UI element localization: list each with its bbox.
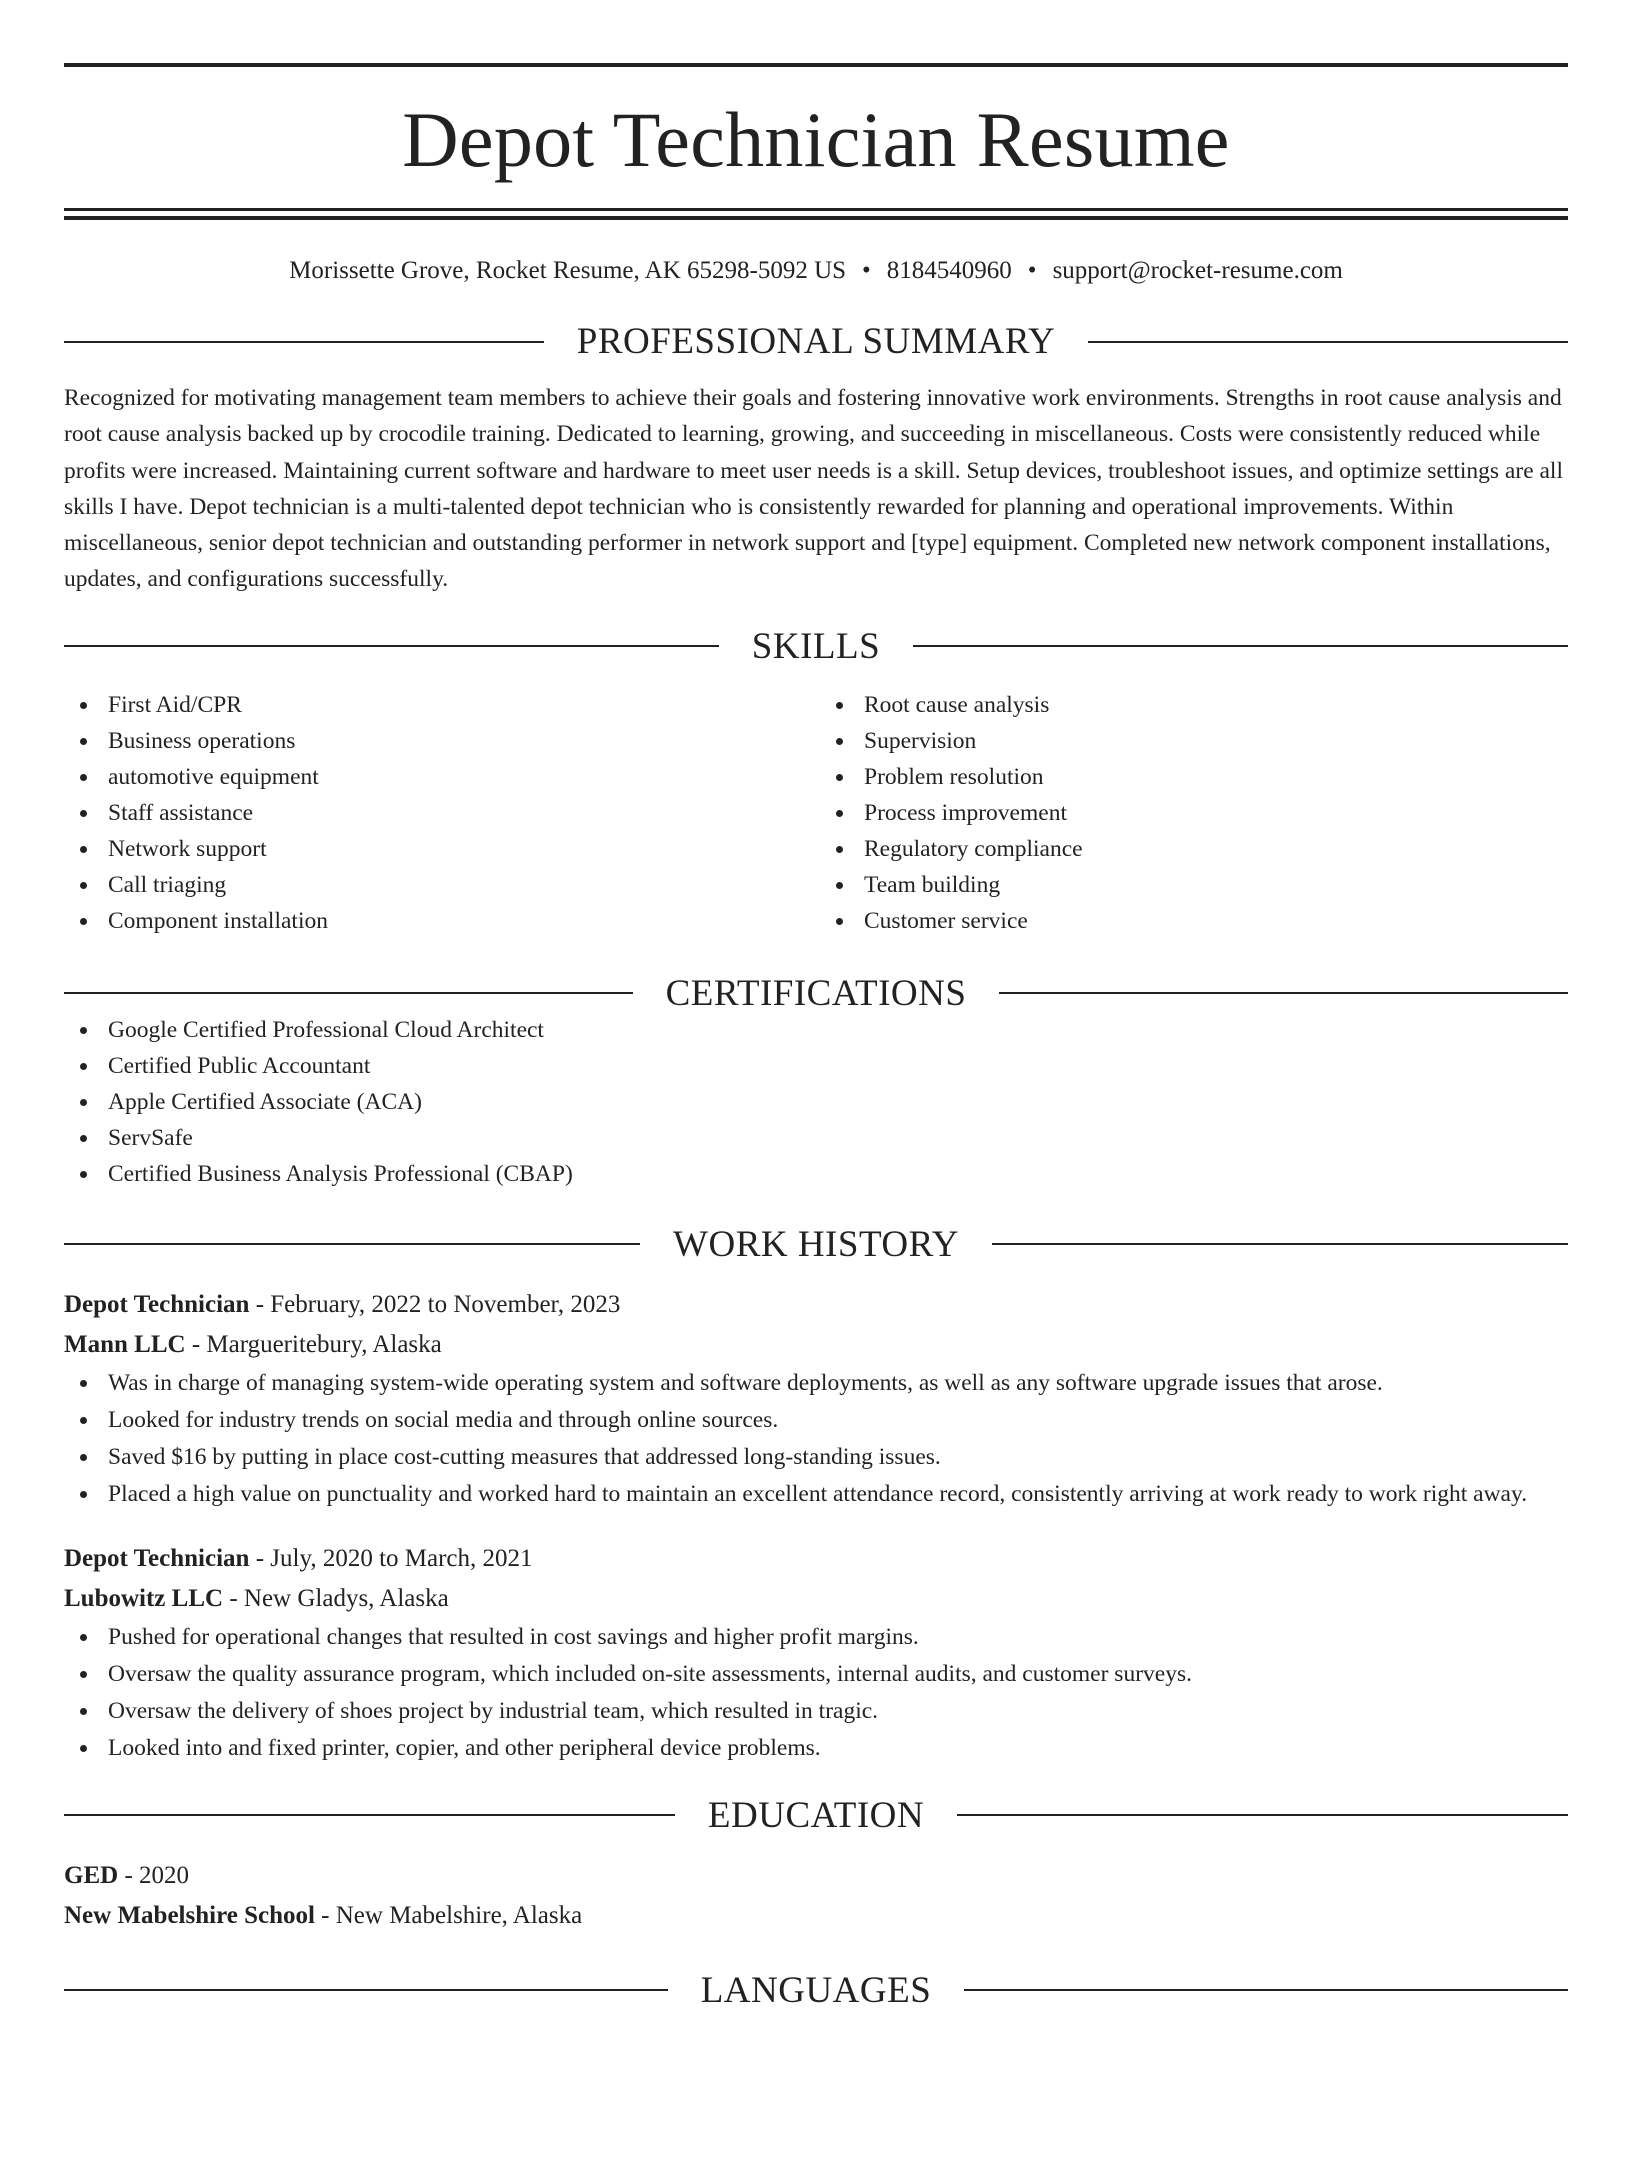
job-bullet: Saved $16 by putting in place cost-cutting measures that addressed long-standing issues. bbox=[64, 1439, 1568, 1476]
section-header-certifications bbox=[64, 972, 1568, 1014]
skill-item: Root cause analysis bbox=[820, 687, 1568, 723]
resume-title: Depot Technician Resume bbox=[402, 96, 1230, 183]
skill-item: Network support bbox=[64, 831, 812, 867]
education-degree: GED bbox=[64, 1861, 119, 1889]
education-degree-line bbox=[64, 1856, 1568, 1896]
header-top-rule bbox=[64, 63, 1568, 67]
section-title: CERTIFICATIONS bbox=[665, 972, 967, 1014]
job-company-line bbox=[64, 1579, 1568, 1619]
skill-item: Supervision bbox=[820, 723, 1568, 759]
skill-item: Business operations bbox=[64, 723, 812, 759]
header-double-rule bbox=[64, 208, 1568, 220]
summary-text: Recognized for motivating management team members to achieve their goals and fostering innovative work environments. Strengths in root cause analysis and root cause analysis backed up by crocodile training. Dedicated to learning, growing, and succeeding in miscellaneous. Costs were consistently reduced while profits were increased. Maintaining current software and hardware to meet user needs is a skill. Setup devices, troubleshoot issues, and optimize settings are all skills I have. Depot technician is a multi-talented depot technician who is consistently rewarded for planning and operational improvements. Within miscellaneous, senior depot technician and outstanding performer in network support and [type] equipment. Completed new network component installations, updates, and configurations successfully. bbox=[64, 385, 1563, 593]
section-rule bbox=[64, 341, 544, 343]
skill-item: First Aid/CPR bbox=[64, 687, 812, 723]
job-company: Lubowitz LLC bbox=[64, 1584, 224, 1612]
job-bullets bbox=[64, 1619, 1568, 1767]
section-rule bbox=[64, 1989, 668, 1991]
job-bullet: Oversaw the delivery of shoes project by industrial team, which resulted in tragic. bbox=[64, 1693, 1568, 1730]
section-title: SKILLS bbox=[751, 625, 881, 667]
section-header-skills bbox=[64, 625, 1568, 667]
job-bullet: Oversaw the quality assurance program, which included on-site assessments, internal audits, and customer surveys. bbox=[64, 1656, 1568, 1693]
resume-page bbox=[0, 63, 1632, 2175]
job-title: Depot Technician bbox=[64, 1544, 250, 1572]
job-company-line bbox=[64, 1325, 1568, 1365]
section-title: EDUCATION bbox=[707, 1794, 925, 1836]
section-title: PROFESSIONAL SUMMARY bbox=[576, 321, 1056, 362]
certifications-list bbox=[64, 1012, 1568, 1192]
skill-item: Problem resolution bbox=[820, 759, 1568, 795]
job-dates: - July, 2020 to March, 2021 bbox=[249, 1544, 533, 1572]
job-bullet: Pushed for operational changes that resulted in cost savings and higher profit margins. bbox=[64, 1619, 1568, 1656]
education-entry bbox=[64, 1856, 1568, 1936]
education-school-line bbox=[64, 1896, 1568, 1936]
section-header-summary bbox=[64, 323, 1568, 360]
job-bullet: Looked for industry trends on social media and through online sources. bbox=[64, 1402, 1568, 1439]
section-rule bbox=[964, 1989, 1568, 1991]
job-bullet: Was in charge of managing system-wide operating system and software deployments, as well as any software upgrade issues that arose. bbox=[64, 1365, 1568, 1402]
section-title: LANGUAGES bbox=[700, 1969, 932, 2011]
education-location: - New Mabelshire, Alaska bbox=[314, 1901, 583, 1929]
education-year: - 2020 bbox=[118, 1861, 190, 1889]
contact-separator: • bbox=[862, 257, 871, 284]
job-company: Mann LLC bbox=[64, 1330, 186, 1358]
skill-item: Regulatory compliance bbox=[820, 831, 1568, 867]
section-rule bbox=[957, 1814, 1568, 1816]
job-entry bbox=[64, 1285, 1568, 1513]
education-school: New Mabelshire School bbox=[64, 1901, 315, 1929]
skill-item: automotive equipment bbox=[64, 759, 812, 795]
section-header-work-history bbox=[64, 1223, 1568, 1265]
job-entry bbox=[64, 1539, 1568, 1767]
job-bullet: Placed a high value on punctuality and worked hard to maintain an excellent attendance record, consistently arriving at work ready to work right away. bbox=[64, 1476, 1568, 1513]
section-rule bbox=[64, 1243, 640, 1245]
section-rule bbox=[992, 1243, 1568, 1245]
job-title: Depot Technician bbox=[64, 1290, 250, 1318]
skill-item: Customer service bbox=[820, 903, 1568, 939]
contact-address: Morissette Grove, Rocket Resume, AK 65298-5092 US bbox=[289, 257, 847, 284]
section-rule bbox=[999, 992, 1568, 994]
job-title-line bbox=[64, 1539, 1568, 1579]
skill-item: Component installation bbox=[64, 903, 812, 939]
section-title: WORK HISTORY bbox=[673, 1223, 959, 1265]
certification-item: ServSafe bbox=[64, 1120, 1568, 1156]
skill-item: Process improvement bbox=[820, 795, 1568, 831]
certification-item: Certified Business Analysis Professional (CBAP) bbox=[64, 1156, 1568, 1192]
contact-line bbox=[64, 258, 1568, 283]
section-rule bbox=[913, 645, 1568, 647]
section-header-education bbox=[64, 1794, 1568, 1836]
skills-column-left bbox=[64, 687, 812, 939]
contact-phone: 8184540960 bbox=[886, 257, 1012, 284]
certification-item: Certified Public Accountant bbox=[64, 1048, 1568, 1084]
skill-item: Call triaging bbox=[64, 867, 812, 903]
job-dates: - February, 2022 to November, 2023 bbox=[249, 1290, 621, 1318]
job-title-line bbox=[64, 1285, 1568, 1325]
certification-item: Apple Certified Associate (ACA) bbox=[64, 1084, 1568, 1120]
section-rule bbox=[64, 645, 719, 647]
section-rule bbox=[1088, 341, 1568, 343]
skill-item: Staff assistance bbox=[64, 795, 812, 831]
skills-column-right bbox=[812, 687, 1568, 939]
skills-list bbox=[64, 687, 1568, 939]
contact-email: support@rocket-resume.com bbox=[1052, 257, 1343, 284]
job-bullet: Looked into and fixed printer, copier, and other peripheral device problems. bbox=[64, 1730, 1568, 1767]
section-header-languages bbox=[64, 1969, 1568, 2011]
certification-item: Google Certified Professional Cloud Architect bbox=[64, 1012, 1568, 1048]
contact-separator: • bbox=[1027, 257, 1037, 284]
section-rule bbox=[64, 1814, 675, 1816]
skill-item: Team building bbox=[820, 867, 1568, 903]
job-location: - Margueritebury, Alaska bbox=[185, 1330, 442, 1358]
job-location: - New Gladys, Alaska bbox=[223, 1584, 449, 1612]
section-rule bbox=[64, 992, 633, 994]
job-bullets bbox=[64, 1365, 1568, 1513]
